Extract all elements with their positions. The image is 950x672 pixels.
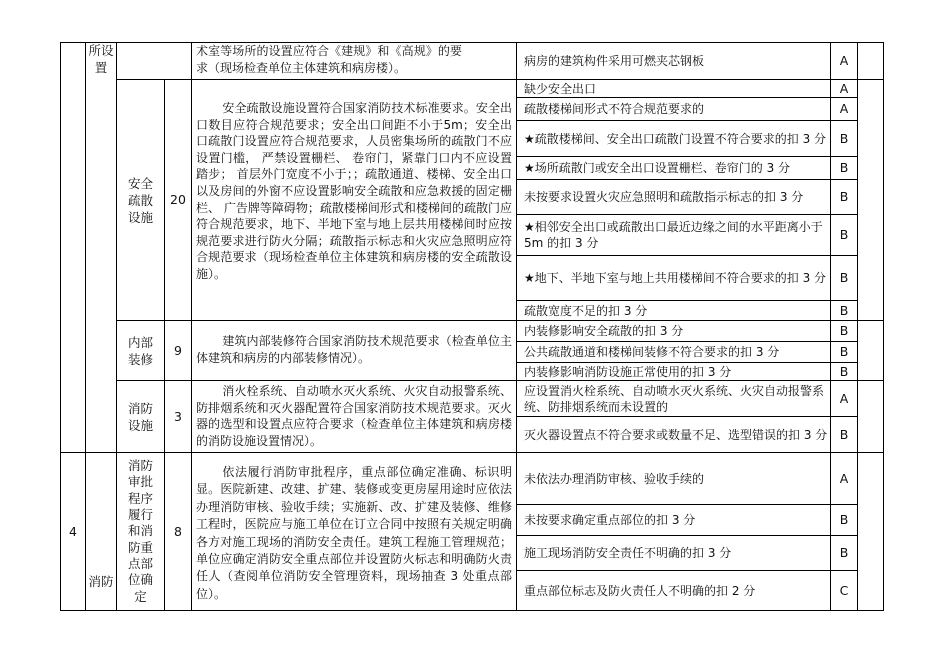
requirement-evacuation: 安全疏散设施设置符合国家消防技术标准要求。安全出口数目应符合规范要求；安全出口间距不小于5m；安全出口疏散门设置应符合规范要求，人员密集场所的疏散门不应设置门槛， 严禁设置栅栏、 卷帘门，紧靠门口内不应设置踏步； 首层外门宽度不小于；；疏散通道、楼梯、安全出口以及房间的外窗不应设置影响安全疏散和应急救援的固定栅栏、 广告牌等障碍物；疏散楼梯间形式和楼梯间的疏散门应符合规范要求，地下、半地下室与地上层共用楼梯间时应按规范要求进行防火分隔；疏散指示标志和火灾应急照明应符合规范要求（现场检查单位主体建筑和病房楼的安全疏散设施）。 [196, 101, 512, 281]
item-evacuation-1: 缺少安全出口 [524, 81, 597, 96]
grade-evacuation-1: A [839, 80, 849, 96]
item-facilities-2: 灭火器设置点不符合要求或数量不足、选型错误的扣 3 分 [524, 427, 828, 442]
score-approval: 8 [174, 523, 182, 539]
category-facilities-label: 消防设施 [127, 400, 153, 433]
item-approval-1: 未依法办理消防审核、验收手续的 [524, 471, 705, 486]
item-evacuation-4: ★场所疏散门或安全出口设置栅栏、卷帘门的 3 分 [524, 161, 791, 175]
grade-placement-1: A [839, 53, 849, 68]
score-facilities: 3 [174, 408, 182, 424]
table-bottom-border [60, 610, 884, 611]
grade-evacuation-7: B [839, 270, 849, 285]
item-decoration-2: 公共疏散通道和楼梯间装修不符合要求的扣 3 分 [524, 345, 780, 359]
grade-evacuation-4: B [839, 160, 849, 175]
item-evacuation-5: 未按要求设置火灾应急照明和疏散指示标志的扣 3 分 [524, 190, 804, 204]
grade-approval-3: B [839, 545, 849, 560]
grade-evacuation-6: B [839, 227, 849, 242]
category-evacuation [117, 80, 164, 320]
grade-evacuation-2: A [839, 101, 849, 116]
requirement-decoration: 建筑内部装修符合国家消防技术规范要求（检查单位主体建筑和病房的内部装修情况）。 [196, 334, 512, 365]
category-decoration [117, 321, 164, 380]
item-evacuation-8: 疏散宽度不足的扣 3 分 [524, 303, 648, 318]
col-line [85, 42, 86, 611]
category-decoration-label: 内部装修 [127, 334, 153, 367]
grade-facilities-2: B [839, 426, 849, 442]
requirement-placement: 术室等场所的设置应符合《建规》和《高规》的要求（现场检查单位主体建筑和病房楼）。 [196, 44, 462, 75]
item-facilities-1: 应设置消火栓系统、自动喷水灭火系统、火灾自动报警系统、防排烟系统而未设置的 [524, 383, 825, 414]
grade-approval-1: A [839, 470, 849, 486]
category-approval [117, 453, 164, 610]
grade-approval-2: B [839, 512, 849, 527]
item-decoration-1: 内装修影响安全疏散的扣 3 分 [524, 324, 684, 338]
item-decoration-3: 内装修影响消防设施正常使用的扣 3 分 [524, 364, 732, 379]
col-line [191, 42, 192, 611]
col-line [516, 42, 517, 611]
grade-evacuation-8: B [839, 302, 849, 318]
grade-decoration-2: B [839, 344, 849, 359]
section-label-approval: 消防 [88, 574, 114, 589]
item-approval-3: 施工现场消防安全责任不明确的扣 3 分 [524, 546, 732, 560]
score-decoration: 9 [174, 342, 182, 358]
table-right-border [883, 42, 884, 611]
inspection-table [60, 42, 884, 611]
item-evacuation-2: 疏散楼梯间形式不符合规范要求的 [524, 102, 705, 116]
requirement-facilities: 消火栓系统、自动喷水灭火系统、火灾自动报警系统、防排烟系统和灭火器配置符合国家消防技术规范要求。灭火器的选型和设置点应符合要求（检查单位主体建筑和病房楼的消防设施设置情况）。 [196, 384, 512, 448]
category-facilities [117, 381, 164, 452]
score-evacuation: 20 [170, 192, 186, 207]
grade-decoration-1: B [839, 323, 849, 338]
grade-facilities-1: A [839, 390, 849, 406]
category-evacuation-label: 安全疏散设施 [127, 175, 153, 225]
col-line [857, 42, 858, 611]
category-approval-label: 消防审批程序履行和消防重点部位确定 [127, 458, 153, 604]
item-evacuation-3: ★疏散楼梯间、安全出口疏散门设置不符合要求的扣 3 分 [524, 131, 827, 146]
grade-evacuation-5: B [839, 189, 849, 204]
grade-approval-4: C [839, 582, 849, 598]
section-label-placement: 所设置 [88, 43, 114, 75]
grade-evacuation-3: B [839, 130, 849, 146]
item-placement-1: 病房的建筑构件采用可燃夹芯钢板 [524, 54, 705, 68]
item-evacuation-6: ★相邻安全出口或疏散出口最近边缘之间的水平距离小于 5m 的扣 3 分 [524, 220, 823, 250]
item-approval-4: 重点部位标志及防火责任人不明确的扣 2 分 [524, 583, 756, 598]
grade-decoration-3: B [839, 363, 849, 379]
item-evacuation-7: ★地下、半地下室与地上共用楼梯间不符合要求的扣 3 分 [524, 271, 827, 285]
requirement-approval: 依法履行消防审批程序，重点部位确定准确、标识明显。医院新建、改建、扩建、装修或变更房屋用途时应依法办理消防审核、验收手续；实施新、改、扩建及装修、维修工程时，医院应与施工单位在订立合同中按照有关规定明确各方对施工现场的消防安全责任。建筑工程施工管理规范；单位应确定消防安全重点部位并设置防火标志和明确防火责任人（查阅单位消防安全管理资料，现场抽查 3 处重点部位）。 [196, 465, 512, 601]
row-index-4: 4 [69, 523, 77, 539]
item-approval-2: 未按要求确定重点部位的扣 3 分 [524, 513, 696, 527]
